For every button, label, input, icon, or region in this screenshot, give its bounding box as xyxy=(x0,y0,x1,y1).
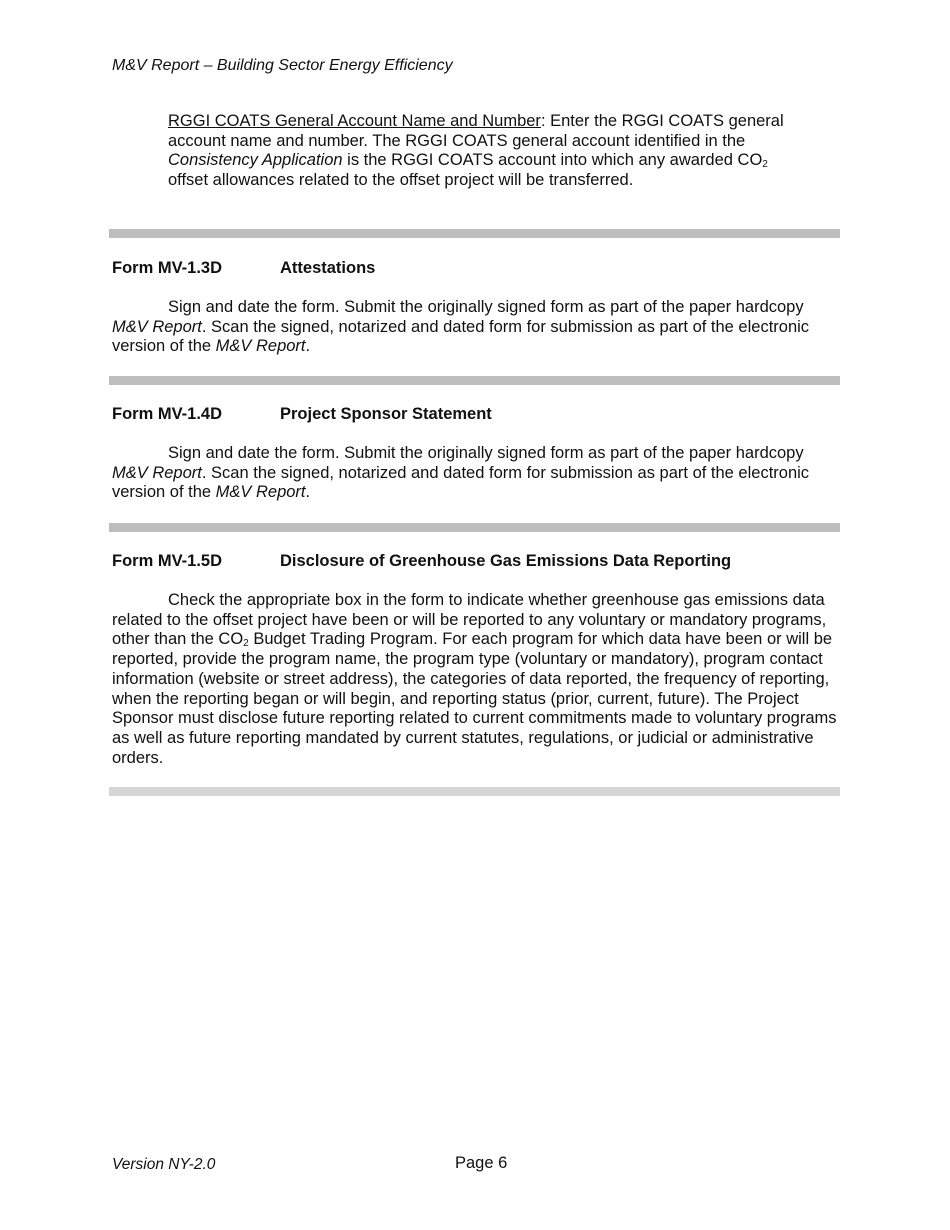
body-italic: M&V Report xyxy=(215,337,306,356)
form-id: Form MV-1.5D xyxy=(112,552,223,570)
form-id: Form MV-1.3D xyxy=(112,259,223,277)
section-heading-sponsor-statement xyxy=(112,405,492,425)
form-id: Form MV-1.4D xyxy=(112,405,223,423)
body-text: Sign and date the form. Submit the originally signed form as part of the paper hardcopy xyxy=(168,298,804,316)
body-text: . Scan the signed, notarized and dated form for submission as part of the electronic version of the xyxy=(112,463,810,502)
intro-text: is the RGGI COATS account into which any awarded CO xyxy=(342,151,763,170)
form-title: Disclosure of Greenhouse Gas Emissions Data Reporting xyxy=(280,552,732,570)
attestations-paragraph xyxy=(112,298,842,357)
co2-subscript: 2 xyxy=(243,638,249,650)
section-divider xyxy=(109,787,840,796)
intro-text: offset allowances related to the offset project will be transferred. xyxy=(168,171,634,190)
body-italic: M&V Report xyxy=(112,317,202,336)
body-text: . xyxy=(305,483,311,502)
section-divider xyxy=(109,376,840,385)
body-text: Budget Trading Program. For each program for which data have been or will be reported, provide the program name, the program type (voluntary or mandatory), program contact information (website or street address), the categories of data reported, the frequency of reporting, when the reporting began or will begin, and reporting status (prior, current, future). The Project Sponsor must disclose future reporting related to current commitments made to voluntary programs as well as future reporting mandated by current statutes, regulations, or judicial or administrative orders. xyxy=(112,630,837,767)
intro-italic: Consistency Application xyxy=(168,151,343,170)
body-text: Check the appropriate box in the form to indicate whether greenhouse gas emissions data related to the offset project have been or will be reported to any voluntary or mandatory programs, other than the CO xyxy=(112,591,827,649)
section-heading-attestations xyxy=(112,259,375,279)
co2-subscript: 2 xyxy=(762,159,768,171)
footer-version: Version NY-2.0 xyxy=(112,1156,216,1173)
ghg-disclosure-paragraph xyxy=(112,591,842,768)
sponsor-statement-paragraph xyxy=(112,444,842,503)
form-title: Project Sponsor Statement xyxy=(280,405,492,423)
intro-text: : Enter the RGGI COATS general account name and number. The RGGI COATS general account identified in the xyxy=(168,112,784,150)
body-text: . xyxy=(305,337,311,356)
coats-account-instructions xyxy=(168,112,788,191)
section-heading-ghg-disclosure xyxy=(112,552,731,572)
body-italic: M&V Report xyxy=(112,463,202,482)
section-divider xyxy=(109,523,840,532)
page-number: Page 6 xyxy=(455,1154,508,1172)
section-divider xyxy=(109,229,840,238)
body-text: . Scan the signed, notarized and dated form for submission as part of the electronic version of the xyxy=(112,317,810,356)
coats-account-term: RGGI COATS General Account Name and Number xyxy=(168,112,541,130)
form-title: Attestations xyxy=(280,259,376,277)
body-text: Sign and date the form. Submit the originally signed form as part of the paper hardcopy xyxy=(168,444,804,462)
body-italic: M&V Report xyxy=(215,483,306,502)
running-header: M&V Report – Building Sector Energy Efficiency xyxy=(112,57,453,74)
